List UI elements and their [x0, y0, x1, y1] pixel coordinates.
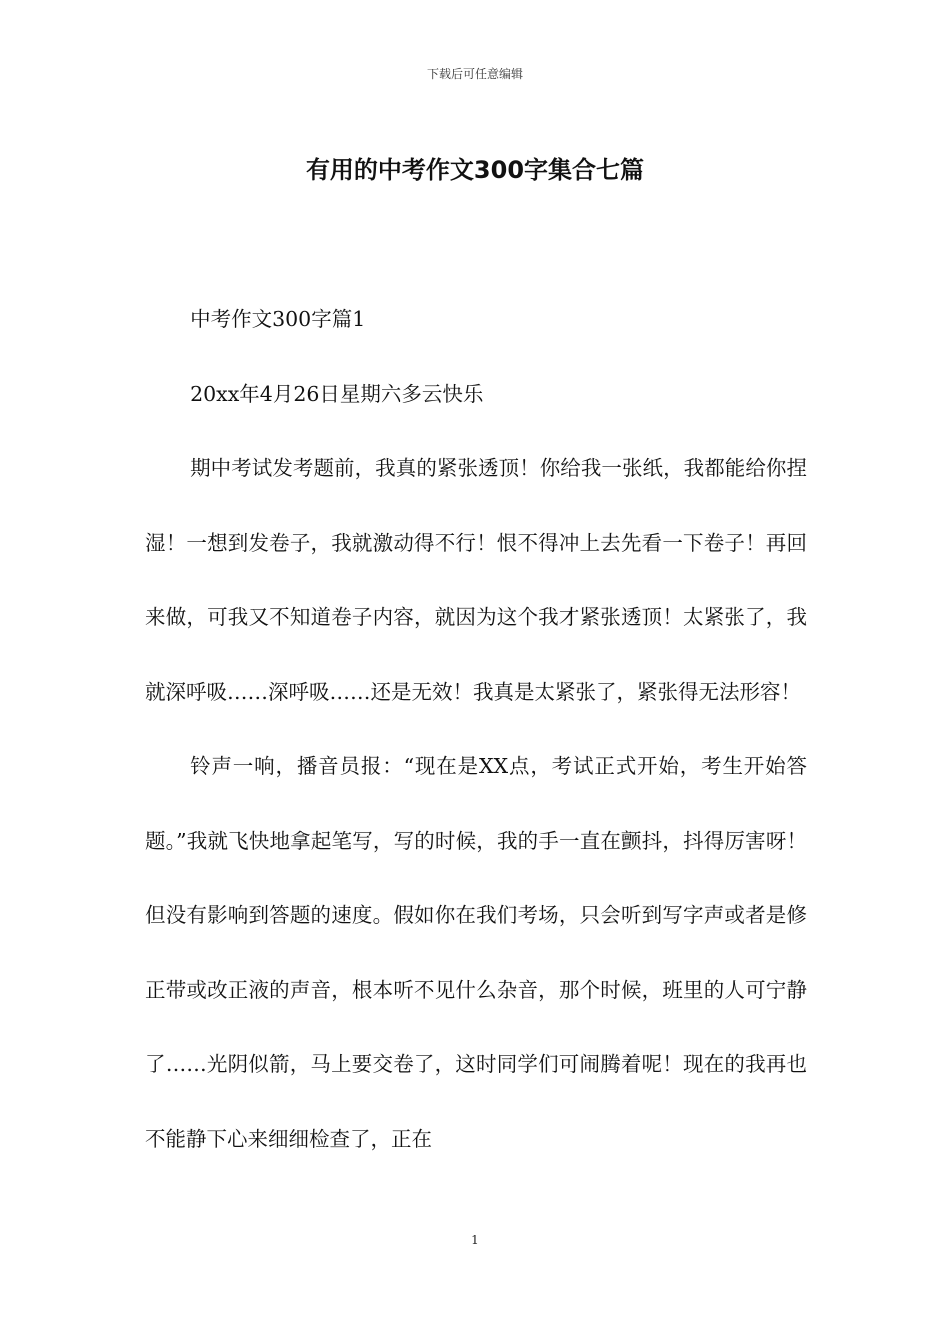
body-paragraph: 期中考试发考题前，我真的紧张透顶！你给我一张纸，我都能给你捏湿！一想到发卷子，我就激动得不行！恨不得冲上去先看一下卷子！再回来做，可我又不知道卷子内容，就因为这个我才紧张透顶！太紧张了，我就深呼吸……深呼吸……还是无效！我真是太紧张了，紧张得无法形容！	[145, 456, 807, 704]
date-line: 20xx年4月26日星期六多云快乐	[190, 381, 484, 406]
page-number: 1	[471, 1233, 479, 1247]
document-body	[145, 282, 807, 1176]
document-title: 有用的中考作文300字集合七篇	[305, 156, 645, 184]
section-heading: 中考作文300字篇1	[190, 307, 366, 331]
body-paragraph: 铃声一响，播音员报：“现在是XX点，考试正式开始，考生开始答题。”我就飞快地拿起笔写，写的时候，我的手一直在颤抖，抖得厉害呀！但没有影响到答题的速度。假如你在我们考场，只会听到写字声或者是修正带或改正液的声音，根本听不见什么杂音，那个时候，班里的人可宁静了……光阴似箭，马上要交卷了，这时同学们可闹腾着呢！现在的我再也不能静下心来细细检查了，正在	[145, 754, 807, 1151]
header-note: 下载后可任意编辑	[426, 67, 523, 81]
